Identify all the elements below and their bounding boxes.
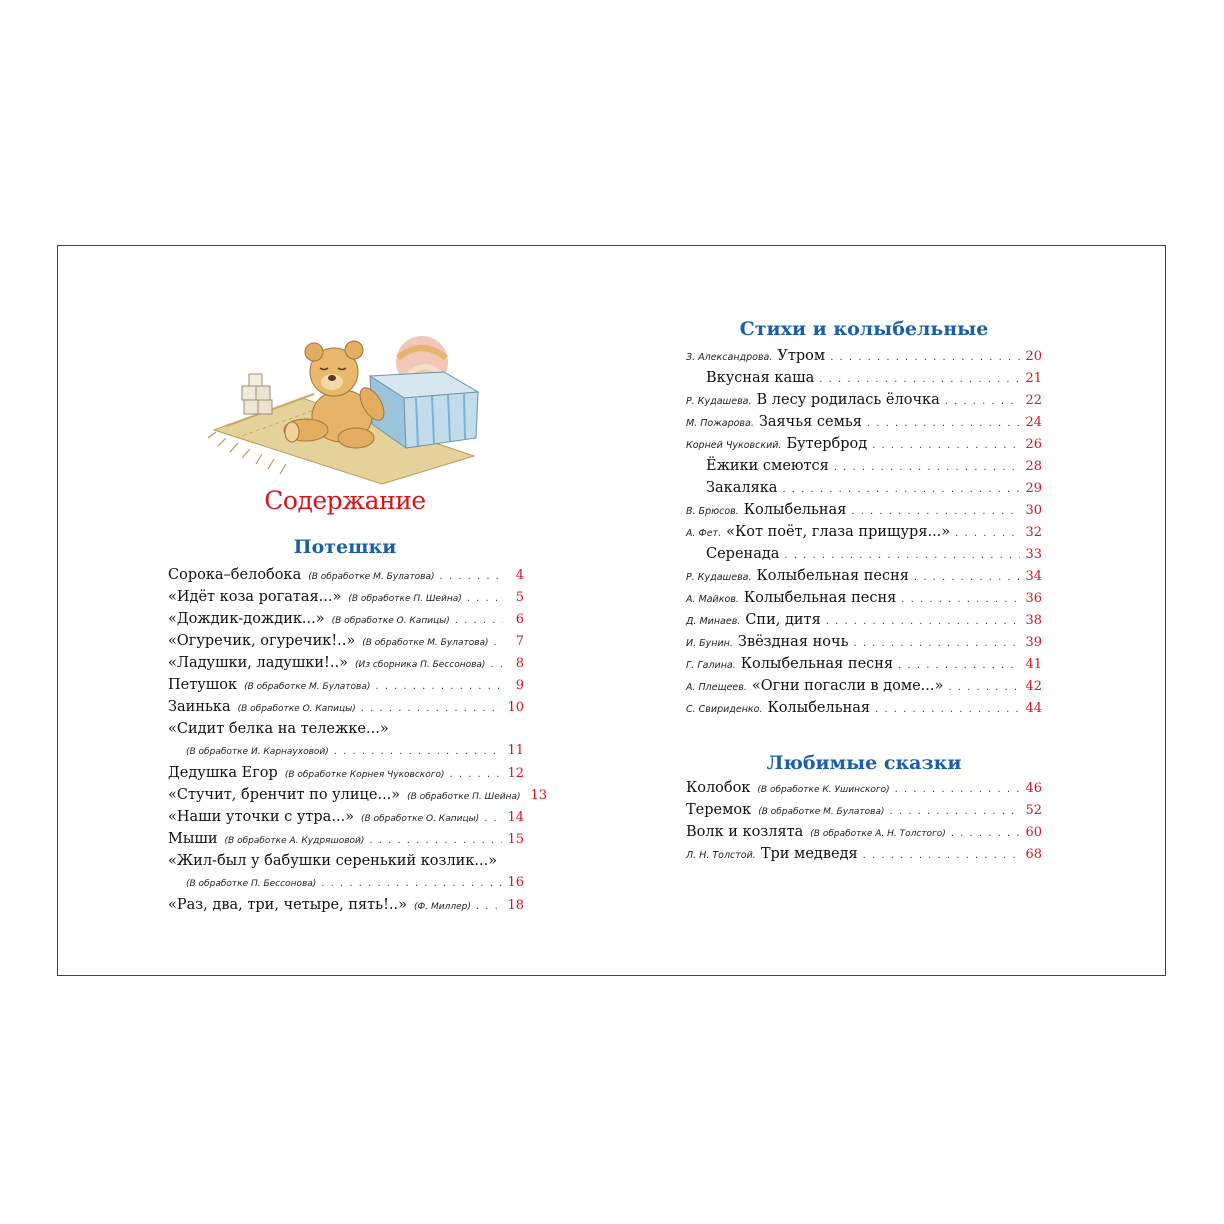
page-number: 42 [1025, 679, 1042, 694]
toc-entry-title-line[interactable] [168, 853, 524, 875]
dot-leader [494, 637, 503, 648]
entry-title: «Ладушки, ладушки!..» [168, 655, 348, 671]
entry-title: Заячья семья [758, 414, 862, 430]
toc-list-skazki [686, 780, 1042, 872]
dot-leader [901, 594, 1020, 605]
dot-leader [476, 901, 503, 912]
dot-leader [375, 681, 503, 692]
page-title: Содержание [264, 486, 426, 515]
page-number: 8 [515, 656, 524, 671]
page-number: 14 [507, 810, 524, 825]
dot-leader [875, 704, 1020, 715]
entry-author: З. Александрова. [686, 352, 773, 363]
dot-leader [490, 659, 503, 670]
entry-title: Колыбельная песня [756, 568, 909, 584]
page-number: 44 [1025, 701, 1042, 716]
toc-entry[interactable] [686, 590, 1042, 612]
entry-note: (В обработке А. Н. Толстого) [810, 829, 946, 839]
toc-entry[interactable] [686, 524, 1042, 546]
toc-entry[interactable] [168, 589, 524, 611]
toc-entry[interactable] [168, 787, 548, 809]
entry-note: (В обработке К. Ушинского) [757, 785, 890, 795]
entry-title: Колыбельная песня [740, 656, 894, 672]
entry-title: Колыбельная [743, 502, 847, 518]
toc-entry[interactable] [168, 699, 524, 721]
page-number: 21 [1025, 371, 1042, 386]
dot-leader [898, 660, 1020, 671]
dot-leader [830, 352, 1020, 363]
toc-entry[interactable] [686, 436, 1042, 458]
entry-note: (В обработке П. Шейна) [348, 594, 462, 604]
entry-title: Звёздная ночь [737, 634, 849, 650]
page-number: 7 [515, 634, 524, 649]
toc-entry[interactable] [168, 677, 524, 699]
page-number: 18 [507, 898, 524, 913]
entry-title: Дедушка Егор [168, 765, 278, 781]
toc-list-stikhi [686, 348, 1042, 724]
dot-leader [449, 769, 502, 780]
toc-entry-title-line[interactable] [168, 721, 524, 743]
toc-entry[interactable] [686, 502, 1042, 524]
entry-title: «Стучит, бренчит по улице...» [168, 787, 401, 803]
entry-author: М. Пожарова. [686, 418, 754, 429]
toc-entry[interactable] [686, 656, 1042, 678]
entry-author: Р. Кудашева. [686, 396, 752, 407]
entry-title: Закаляка [706, 480, 778, 496]
entry-note: (Из сборника П. Бессонова) [354, 660, 486, 670]
entry-title: Волк и козлята [686, 824, 804, 840]
entry-author: И. Бунин. [686, 638, 733, 649]
dot-leader [945, 396, 1021, 407]
toc-entry[interactable] [168, 809, 524, 831]
toc-entry[interactable] [686, 392, 1042, 414]
page-number: 46 [1025, 781, 1042, 796]
page-number: 11 [507, 743, 524, 758]
entry-title: «Раз, два, три, четыре, пять!..» [168, 897, 407, 913]
page-number: 32 [1025, 525, 1042, 540]
entry-author: Корней Чуковский. [686, 440, 782, 451]
dot-leader [890, 806, 1021, 817]
page-number: 39 [1025, 635, 1042, 650]
dot-leader [819, 374, 1020, 385]
dot-leader [951, 828, 1021, 839]
page-number: 30 [1025, 503, 1042, 518]
dot-leader [440, 571, 503, 582]
page-number: 33 [1025, 547, 1042, 562]
page-number: 68 [1025, 847, 1042, 862]
page-number: 24 [1025, 415, 1042, 430]
page-number: 4 [515, 568, 524, 583]
entry-note: (В обработке О. Капицы) [237, 704, 356, 714]
entry-author: Д. Минаев. [686, 616, 741, 627]
toc-entry[interactable] [686, 802, 1042, 824]
page-number: 16 [507, 875, 524, 890]
entry-note: (В обработке М. Булатова) [244, 682, 371, 692]
entry-note: (В обработке А. Кудряшовой) [224, 836, 365, 846]
entry-author: Л. Н. Толстой. [686, 850, 756, 861]
toc-entry[interactable] [168, 611, 524, 633]
dot-leader [369, 835, 502, 846]
toc-entry[interactable] [168, 897, 524, 919]
section-heading-poteshki: Потешки [293, 536, 397, 558]
page-number: 60 [1025, 825, 1042, 840]
dot-leader [948, 682, 1020, 693]
entry-title: Вкусная каша [706, 370, 815, 386]
entry-title: «Наши уточки с утра...» [168, 809, 355, 825]
dot-leader [955, 528, 1020, 539]
page-number: 15 [507, 832, 524, 847]
toy-blocks [242, 374, 272, 414]
page-number: 38 [1025, 613, 1042, 628]
toc-entry[interactable] [686, 612, 1042, 634]
toc-entry[interactable] [686, 458, 1042, 480]
entry-author: А. Майков. [686, 594, 739, 605]
toc-entry[interactable] [686, 700, 1042, 722]
dot-leader [784, 550, 1020, 561]
page-number: 12 [507, 766, 524, 781]
toc-entry[interactable] [686, 348, 1042, 370]
dot-leader [853, 638, 1020, 649]
entry-note: (В обработке П. Шейна) [407, 792, 521, 802]
entry-title: Теремок [686, 802, 752, 818]
page-number: 29 [1025, 481, 1042, 496]
entry-title: Спи, дитя [745, 612, 821, 628]
dot-leader [872, 440, 1020, 451]
dot-leader [484, 813, 502, 824]
teddy-bear-illustration [206, 328, 484, 486]
entry-title: Бутерброд [786, 436, 868, 452]
section-heading-stikhi: Стихи и колыбельные [739, 318, 989, 340]
entry-author: А. Фет. [686, 528, 722, 539]
entry-title: «Жил-был у бабушки серенький козлик...» [168, 853, 498, 869]
entry-note: (В обработке И. Карнауховой) [186, 747, 329, 757]
entry-title: «Кот поёт, глаза прищуря...» [726, 524, 951, 540]
dot-leader [455, 615, 503, 626]
toc-entry[interactable] [168, 567, 524, 589]
entry-title: Утром [777, 348, 826, 364]
page-number: 34 [1025, 569, 1042, 584]
entry-title: Колыбельная [767, 700, 871, 716]
entry-note: (В обработке П. Бессонова) [186, 879, 317, 889]
toc-entry[interactable] [686, 480, 1042, 502]
entry-author: В. Брюсов. [686, 506, 739, 517]
page-number: 28 [1025, 459, 1042, 474]
entry-title: Заинька [168, 699, 231, 715]
entry-title: «Огни погасли в доме...» [751, 678, 944, 694]
page-number: 20 [1025, 349, 1042, 364]
toc-entry[interactable] [686, 414, 1042, 436]
entry-note: (Ф. Миллер) [414, 902, 471, 912]
toc-entry[interactable] [686, 546, 1042, 568]
toc-entry[interactable] [168, 633, 524, 655]
page-number: 6 [515, 612, 524, 627]
toc-entry[interactable] [686, 780, 1042, 802]
entry-author: С. Свириденко. [686, 704, 763, 715]
entry-title: Петушок [168, 677, 238, 693]
entry-title: Колобок [686, 780, 751, 796]
entry-title: Колыбельная песня [743, 590, 897, 606]
toc-list-poteshki [168, 564, 548, 924]
entry-title: «Идёт коза рогатая...» [168, 589, 342, 605]
page-number: 26 [1025, 437, 1042, 452]
dot-leader [867, 418, 1021, 429]
page-number: 10 [507, 700, 524, 715]
dot-leader [851, 506, 1020, 517]
entry-author: Г. Галина. [686, 660, 736, 671]
toc-entry[interactable] [168, 765, 524, 787]
dot-leader [834, 462, 1021, 473]
entry-title: Ёжики смеются [706, 458, 829, 474]
dot-leader [334, 746, 503, 757]
toc-entry-continuation[interactable] [168, 875, 524, 897]
entry-note: (В обработке М. Булатова) [362, 638, 489, 648]
dot-leader [782, 484, 1020, 495]
toc-entry[interactable] [686, 634, 1042, 656]
toc-entry[interactable] [686, 824, 1042, 846]
entry-note: (В обработке Корнея Чуковского) [284, 770, 445, 780]
entry-note: (В обработке М. Булатова) [758, 807, 885, 817]
dot-leader [361, 703, 503, 714]
entry-title: «Огуречик, огуречик!..» [168, 633, 356, 649]
dot-leader [467, 593, 503, 604]
toc-entry[interactable] [686, 370, 1042, 392]
entry-title: «Сидит белка на тележке...» [168, 721, 389, 737]
section-heading-skazki: Любимые сказки [766, 752, 962, 774]
entry-note: (В обработке О. Капицы) [361, 814, 480, 824]
entry-title: Три медведя [760, 846, 858, 862]
entry-title: «Дождик-дождик...» [168, 611, 325, 627]
dot-leader [895, 784, 1021, 795]
page-number: 41 [1025, 657, 1042, 672]
dot-leader [826, 616, 1021, 627]
dot-leader [863, 850, 1021, 861]
entry-title: Мыши [168, 831, 218, 847]
page-number: 52 [1025, 803, 1042, 818]
dot-leader [321, 878, 502, 889]
toc-entry-continuation[interactable] [168, 743, 524, 765]
entry-title: Сорока–белобока [168, 567, 302, 583]
toc-entry[interactable] [686, 678, 1042, 700]
entry-author: Р. Кудашева. [686, 572, 752, 583]
page-number: 5 [515, 590, 524, 605]
page-number: 9 [515, 678, 524, 693]
toc-entry[interactable] [168, 831, 524, 853]
dot-leader [914, 572, 1021, 583]
toc-entry[interactable] [686, 568, 1042, 590]
page-number: 13 [530, 788, 548, 803]
entry-note: (В обработке О. Капицы) [331, 616, 450, 626]
entry-note: (В обработке М. Булатова) [308, 572, 435, 582]
toc-entry[interactable] [168, 655, 524, 677]
entry-title: Серенада [706, 546, 780, 562]
page-number: 22 [1025, 393, 1042, 408]
entry-author: А. Плещеев. [686, 682, 747, 693]
entry-title: В лесу родилась ёлочка [756, 392, 940, 408]
toc-entry[interactable] [686, 846, 1042, 868]
page-number: 36 [1025, 591, 1042, 606]
